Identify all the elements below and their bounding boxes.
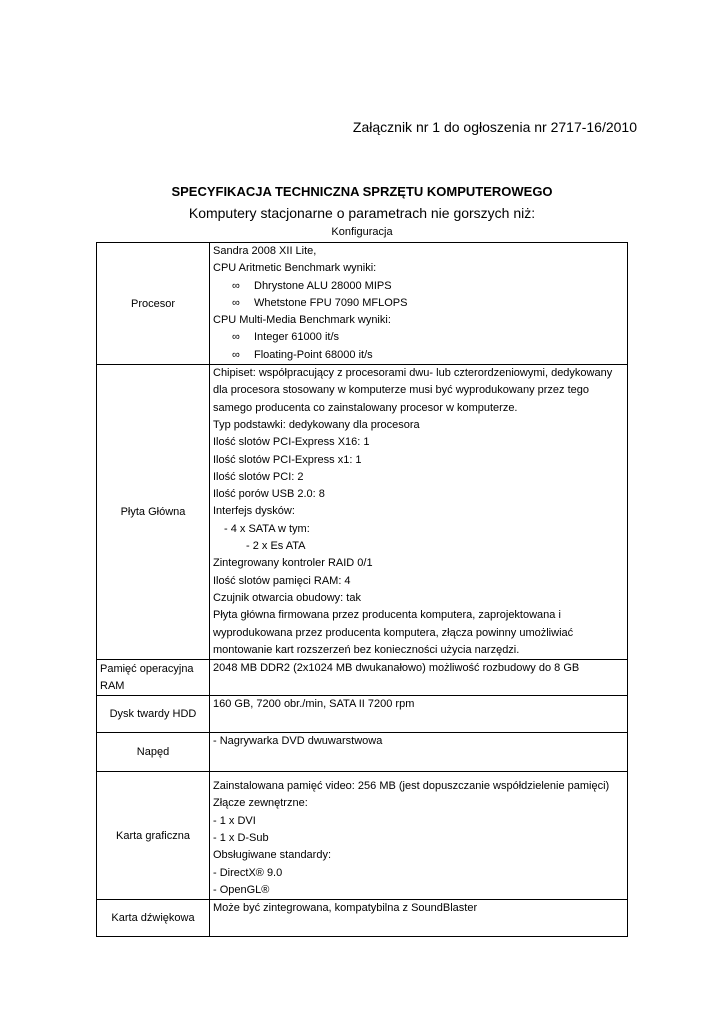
attachment-reference: Załącznik nr 1 do ogłoszenia nr 2717-16/2010 [352,119,637,135]
row-label: Procesor [97,243,210,365]
value-line: Obsługiwane standardy: [213,849,332,862]
value-line: Czujnik otwarcia obudowy: tak [213,591,361,604]
value-line: Ilość slotów PCI-Express x1: 1 [213,453,362,466]
value-line: Ilość porów USB 2.0: 8 [213,488,325,501]
value-line: Sandra 2008 XII Lite, [213,245,317,257]
bullet-item [210,278,627,295]
value-line: - 1 x D-Sub [213,832,269,845]
bullet-item [210,347,627,364]
row-label: Płyta Główna [97,365,210,660]
configuration-heading: Konfiguracja [331,226,393,238]
row-label: Karta graficzna [97,772,210,900]
bullet-item [210,295,627,312]
value-line: - 1 x DVI [213,814,256,827]
value-line: montowanie kart rozszerzeń bez konieczności użycia narzędzi. [213,643,520,656]
table-row-ram [97,660,628,696]
bullet-text: Whetstone FPU 7090 MFLOPS [254,296,408,309]
document-subtitle: Komputery stacjonarne o parametrach nie gorszych niż: [188,205,536,221]
table-row-karta-graficzna [97,772,628,900]
value-line: samego producenta co zainstalowany procesor w komputerze. [213,401,518,414]
row-value [210,733,628,772]
value-line: dla procesora stosowany w komputerze musi być wyprodukowany przez tego [213,384,590,397]
row-label: Pamięć operacyjna RAM [97,660,210,696]
value-line: Zintegrowany kontroler RAID 0/1 [213,557,373,570]
value-line: wyprodukowana przez producenta komputera, złącza powinny umożliwiać [213,626,574,639]
row-label: Dysk twardy HDD [97,696,210,733]
document-title: SPECYFIKACJA TECHNICZNA SPRZĘTU KOMPUTEROWEGO [171,184,553,199]
value-line: - OpenGL® [213,883,270,896]
value-line: - Nagrywarka DVD dwuwarstwowa [213,735,383,748]
value-line: Ilość slotów PCI: 2 [213,470,304,483]
bullet-text: Floating-Point 68000 it/s [254,348,373,361]
value-line: Typ podstawki: dedykowany dla procesora [213,418,420,431]
row-value [210,660,628,696]
infinity-bullet-icon: ∞ [232,331,240,344]
table-row-procesor [97,243,628,365]
value-line: 160 GB, 7200 obr./min, SATA II 7200 rpm [213,698,415,711]
bullet-text: Integer 61000 it/s [254,331,340,344]
value-line: Płyta główna firmowana przez producenta komputera, zaprojektowana i [213,609,561,622]
value-line: Interfejs dysków: [213,505,295,518]
value-line: CPU Multi-Media Benchmark wyniki: [213,314,391,327]
value-line: Ilość slotów PCI-Express X16: 1 [213,436,370,449]
table-row-karta-dzwiekowa [97,900,628,937]
row-value [210,900,628,937]
row-label: Karta dźwiękowa [97,900,210,937]
value-line: Zainstalowana pamięć video: 256 MB (jest dopuszczanie współdzielenie pamięci) [213,780,610,793]
value-line: Ilość slotów pamięci RAM: 4 [213,574,351,587]
table-row-naped [97,733,628,772]
value-line: Złącze zewnętrzne: [213,797,308,810]
value-line: 2048 MB DDR2 (2x1024 MB dwukanałowo) możliwość rozbudowy do 8 GB [213,662,580,675]
value-line: - DirectX® 9.0 [213,866,283,879]
table-row-plyta-glowna [97,365,628,660]
bullet-item [210,329,627,346]
row-value [210,696,628,733]
infinity-bullet-icon: ∞ [232,279,240,292]
row-label: Napęd [97,733,210,772]
value-line: Może być zintegrowana, kompatybilna z SoundBlaster [213,902,478,915]
value-line: - 2 x Es ATA [246,540,306,553]
row-value [210,772,628,900]
specification-table [96,242,628,937]
value-line: Chipiset: współpracujący z procesorami dwu- lub czterordzeniowymi, dedykowany [213,367,613,380]
row-value [210,365,628,660]
infinity-bullet-icon: ∞ [232,348,240,361]
value-line: - 4 x SATA w tym: [224,522,310,535]
row-value [210,243,628,365]
bullet-text: Dhrystone ALU 28000 MIPS [254,279,392,292]
table-row-hdd [97,696,628,733]
value-line: CPU Aritmetic Benchmark wyniki: [213,262,377,275]
infinity-bullet-icon: ∞ [232,296,240,309]
